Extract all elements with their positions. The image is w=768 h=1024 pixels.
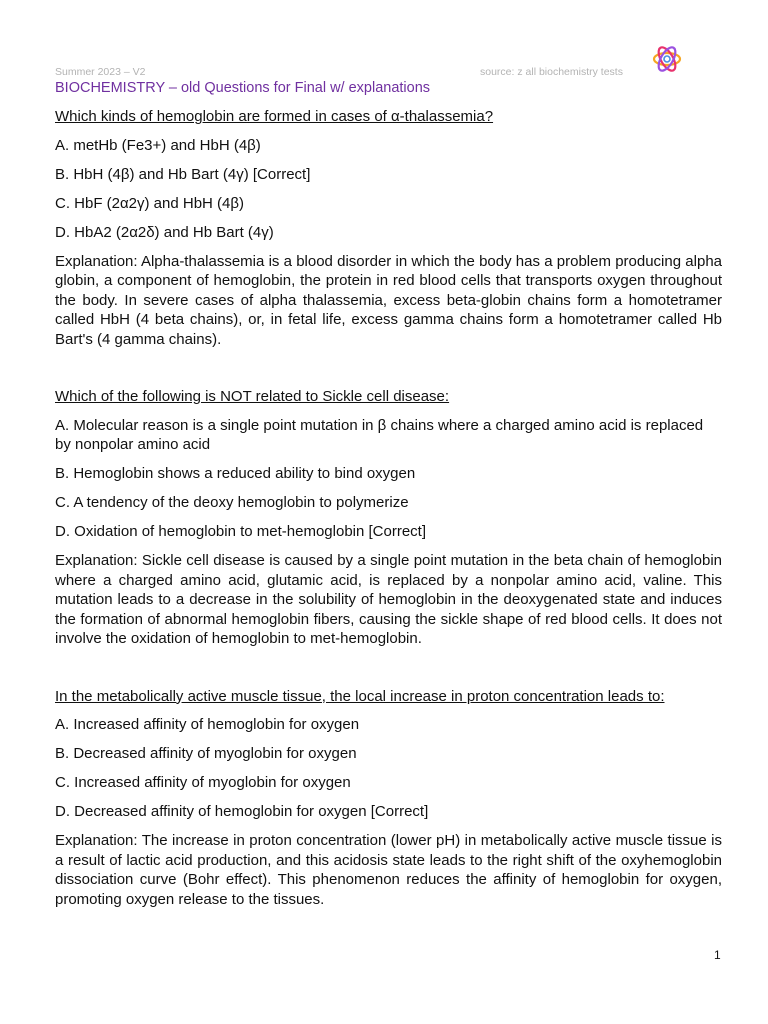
answer-option: D. Oxidation of hemoglobin to met-hemoglobin [Correct] <box>55 523 427 540</box>
answer-option: B. Hemoglobin shows a reduced ability to bind oxygen <box>55 465 416 482</box>
answer-option: A. Molecular reason is a single point mutation in β chains where a charged amino acid is replaced by nonpolar amino acid <box>55 416 704 453</box>
answer-option: B. HbH (4β) and Hb Bart (4γ) [Correct] <box>55 165 311 183</box>
openai-knot-logo-icon <box>650 42 684 76</box>
explanation-text: Explanation: Alpha-thalassemia is a blood disorder in which the body has a problem producing alpha globin, a component of hemoglobin, the protein in red blood cells that transports oxygen throughout the body. In severe cases of alpha thalassemia, excess beta-globin chains form a homotetramer called HbH (4 beta chains), or, in fetal life, excess gamma chains form a homotetramer called Hb Bart's (4 gamma chains). <box>55 252 722 348</box>
document-title: BIOCHEMISTRY – old Questions for Final w/ explanations <box>55 80 431 96</box>
header-source: source: z all biochemistry tests <box>480 66 623 78</box>
question-block-1 <box>55 107 722 349</box>
answer-option: A. Increased affinity of hemoglobin for oxygen <box>55 716 360 733</box>
explanation-text: Explanation: Sickle cell disease is caused by a single point mutation in the beta chain of hemoglobin where a charged amino acid, glutamic acid, is replaced by a nonpolar amino acid, valine. This mutation leads to a decrease in the solubility of hemoglobin in the deoxygenated state and induces the formation of abnormal hemoglobin fibers, causing the sickle shape of red blood cells. It does not involve the oxidation of hemoglobin to met-hemoglobin. <box>55 552 722 647</box>
answer-option: C. HbF (2α2γ) and HbH (4β) <box>55 194 245 212</box>
answer-option: D. Decreased affinity of hemoglobin for oxygen [Correct] <box>55 803 429 820</box>
header-version: Summer 2023 – V2 <box>55 66 146 78</box>
answer-option: D. HbA2 (2α2δ) and Hb Bart (4γ) <box>55 223 274 241</box>
section-spacer <box>55 349 722 387</box>
question-block-2 <box>55 387 722 649</box>
question-text: Which kinds of hemoglobin are formed in cases of α-thalassemia? <box>55 108 494 125</box>
explanation-text: Explanation: The increase in proton concentration (lower pH) in metabolically active muscle tissue is a result of lactic acid production, and this acidosis state leads to the right shift of the oxyhemoglobin dissociation curve (Bohr effect). This phenomenon reduces the affinity of hemoglobin for oxygen, promoting oxygen release to the tissues. <box>55 832 722 908</box>
question-text: Which of the following is NOT related to Sickle cell disease: <box>55 388 450 405</box>
question-block-3 <box>55 687 722 910</box>
answer-option: B. Decreased affinity of myoglobin for oxygen <box>55 745 357 762</box>
answer-option: C. A tendency of the deoxy hemoglobin to polymerize <box>55 494 409 511</box>
answer-option: C. Increased affinity of myoglobin for oxygen <box>55 774 351 791</box>
question-text: In the metabolically active muscle tissue, the local increase in proton concentration leads to: <box>55 687 665 705</box>
answer-option: A. metHb (Fe3+) and HbH (4β) <box>55 136 261 154</box>
page-number: 1 <box>714 948 721 962</box>
question-list <box>55 107 722 909</box>
section-spacer <box>55 649 722 687</box>
